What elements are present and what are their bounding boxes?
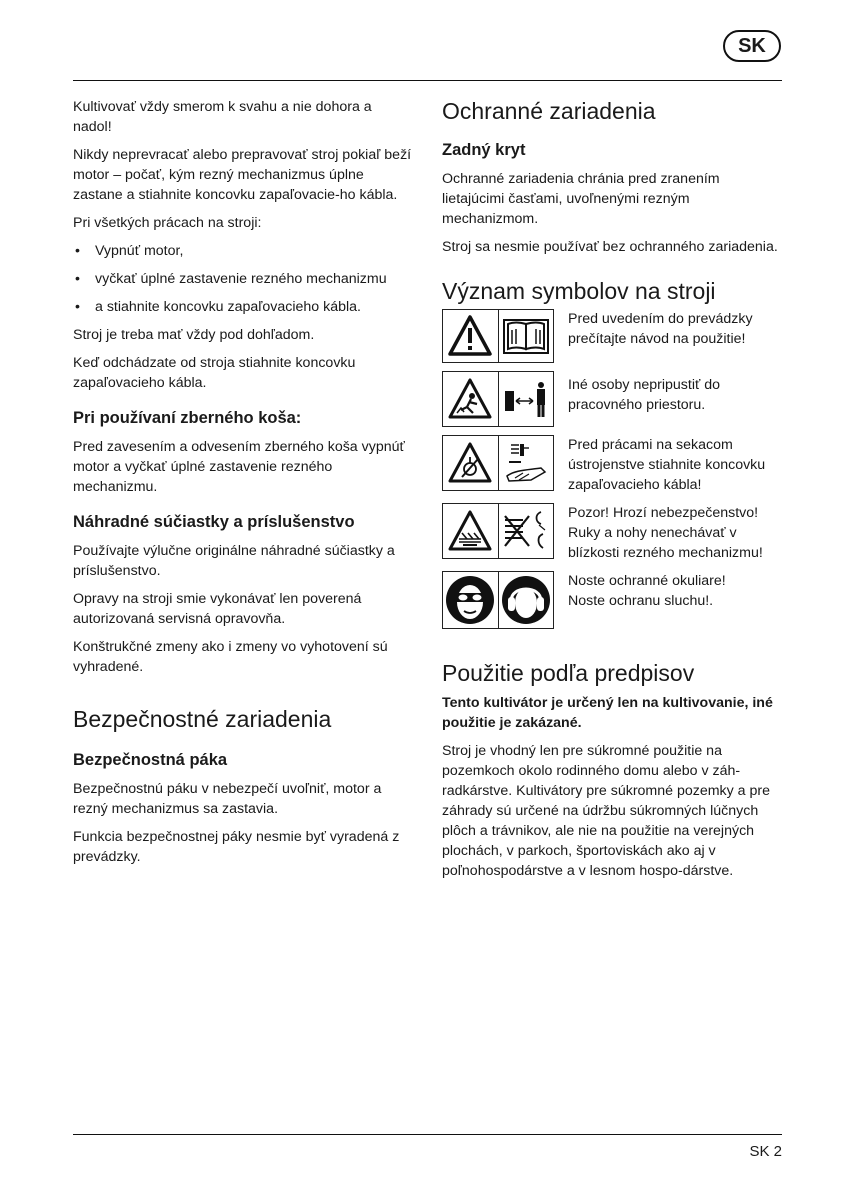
symbol-row	[442, 309, 784, 363]
manual-book-icon	[502, 316, 550, 356]
paragraph-leaving: Keď odchádzate od stroja stiahnite koncovku zapaľovacieho kábla.	[73, 355, 356, 391]
disconnect-spark-plug-icon	[501, 440, 551, 486]
paragraph-supervision: Stroj je treba mať vždy pod dohľadom.	[73, 327, 315, 343]
list-item: • a stiahnite koncovku zapaľovacieho kábla.	[73, 297, 413, 317]
heading-intended-use: Použitie podľa predpisov	[442, 660, 695, 686]
heading-safety-lever: Bezpečnostná páka	[73, 751, 228, 769]
symbol-pictogram	[442, 571, 554, 629]
symbol-row	[442, 371, 784, 427]
heading-protective-devices: Ochranné zariadenia	[442, 98, 656, 124]
symbol-description: Pred prácami na sekacom ústrojenstve stiahnite koncovku zapaľovacieho kábla!	[568, 437, 766, 493]
heading-rear-cover: Zadný kryt	[442, 141, 526, 159]
paragraph-safety-lever-1: Bezpečnostnú páku v nebezpečí uvoľniť, motor a rezný mechanizmus sa zastavia.	[73, 781, 382, 817]
paragraph-transport: Nikdy neprevracať alebo prepravovať stroj pokiaľ beží motor – počať, kým rezný mechanizmus úplne zastane a stiahnite koncovku zapaľovacie-ho kábla.	[73, 147, 412, 203]
symbol-description: Noste ochranné okuliare! Noste ochranu sluchu!.	[568, 573, 726, 609]
work-steps-list	[73, 241, 413, 317]
paragraph-all-work: Pri všetkých prácach na stroji:	[73, 215, 262, 231]
page-number: SK 2	[749, 1143, 782, 1160]
goggles-icon	[445, 575, 495, 625]
left-column	[73, 97, 413, 875]
heading-symbols: Význam symbolov na stroji	[442, 278, 716, 304]
footer-rule	[73, 1134, 782, 1135]
symbol-row	[442, 503, 784, 563]
symbol-row	[442, 571, 784, 629]
symbol-description: Iné osoby nepripustiť do pracovného priestoru.	[568, 377, 721, 413]
header-rule	[73, 80, 782, 81]
warning-icon	[447, 314, 493, 358]
heading-safety-devices: Bezpečnostné zariadenia	[73, 706, 332, 732]
language-badge: SK	[723, 30, 781, 62]
flying-debris-warning-icon	[447, 377, 493, 421]
right-column	[442, 97, 784, 889]
symbol-pictogram	[442, 435, 554, 491]
hands-feet-icon	[501, 508, 551, 554]
heading-grass-basket: Pri používaní zberného koša:	[73, 409, 302, 427]
symbol-pictogram	[442, 371, 554, 427]
symbol-pictogram	[442, 309, 554, 363]
paragraph-spare-parts-3: Konštrukčné zmeny ako i zmeny vo vyhotovení sú vyhradené.	[73, 639, 388, 675]
paragraph-rear-cover-1: Ochranné zariadenia chránia pred zranením lietajúcimi časťami, uvoľnenými rezným mechanizmom.	[442, 171, 720, 227]
paragraph-rear-cover-2: Stroj sa nesmie používať bez ochranného zariadenia.	[442, 239, 778, 255]
tine-warning-icon	[447, 509, 493, 553]
keep-distance-icon	[501, 377, 551, 421]
heading-spare-parts: Náhradné súčiastky a príslušenstvo	[73, 513, 355, 531]
paragraph-spare-parts-2: Opravy na stroji smie vykonávať len poverená autorizovaná servisná opravovňa.	[73, 591, 362, 627]
symbol-description: Pozor! Hrozí nebezpečenstvo! Ruky a nohy nenechávať v blízkosti rezného mechanizmu!	[568, 505, 763, 561]
spark-plug-warning-icon	[447, 441, 493, 485]
intended-use-lead: Tento kultivátor je určený len na kultivovanie, iné použitie je zakázané.	[442, 695, 773, 731]
paragraph-grass-basket: Pred zavesením a odvesením zberného koša vypnúť motor a vyčkať úplné zastavenie rezného mechanizmu.	[73, 439, 405, 495]
ear-protection-icon	[501, 575, 551, 625]
paragraph-safety-lever-2: Funkcia bezpečnostnej páky nesmie byť vyradená z prevádzky.	[73, 829, 400, 865]
symbol-description: Pred uvedením do prevádzky prečítajte návod na použitie!	[568, 311, 753, 347]
paragraph-intended-use: Stroj je vhodný len pre súkromné použitie na pozemkoch okolo rodinného domu alebo v záh-radkárstve. Kultivátory pre súkromné pozemky a pre záhrady sú určené na údržbu súkromných lúčnych plôch a trávnikov, ale nie na použitie na verejných plochách, v parkoch, športoviskách ako aj v poľnohospodárstve a v lesnom hospo-dárstve.	[442, 743, 771, 879]
list-item: • vyčkať úplné zastavenie rezného mechanizmu	[73, 269, 413, 289]
symbol-row	[442, 435, 784, 495]
paragraph-spare-parts-1: Používajte výlučne originálne náhradné súčiastky a príslušenstvo.	[73, 543, 395, 579]
symbol-pictogram	[442, 503, 554, 559]
paragraph-slope: Kultivovať vždy smerom k svahu a nie dohora a nadol!	[73, 99, 372, 135]
list-item: • Vypnúť motor,	[73, 241, 413, 261]
